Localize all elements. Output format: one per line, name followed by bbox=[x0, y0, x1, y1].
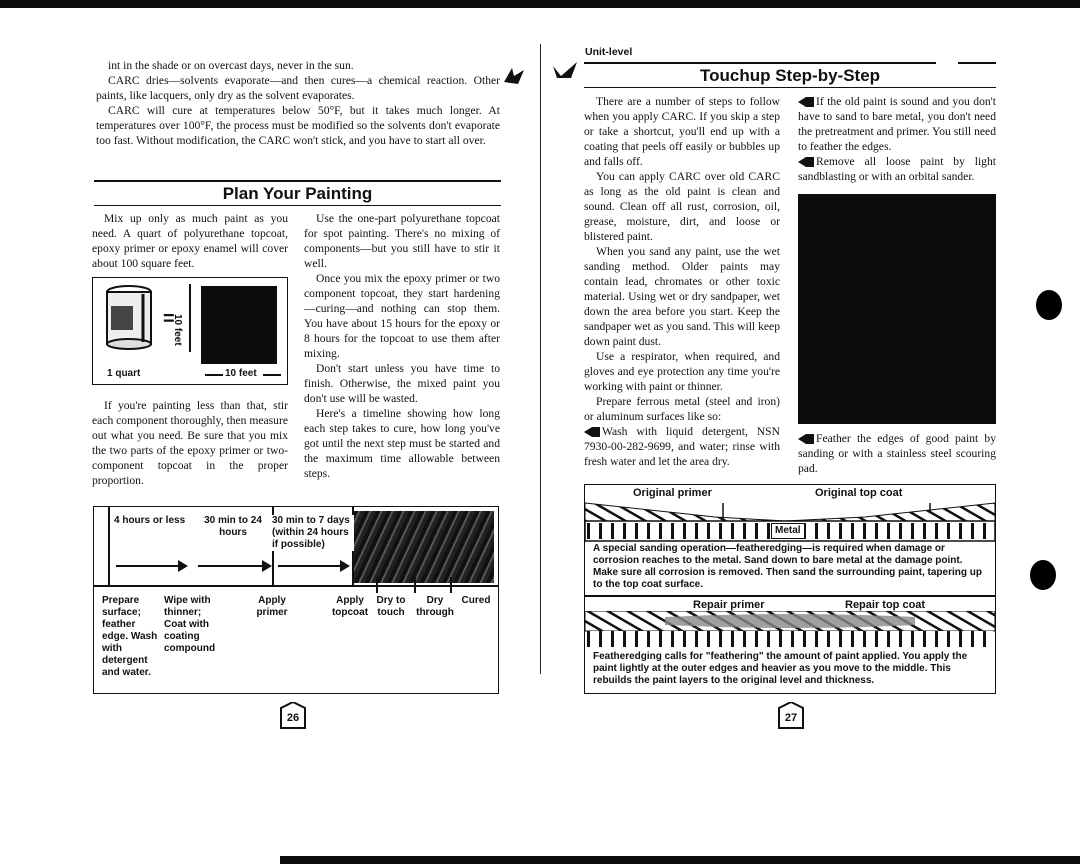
bullet-item bbox=[584, 424, 780, 469]
step-label: Apply primer bbox=[256, 595, 288, 618]
ten-foot-square bbox=[201, 286, 277, 364]
page-number: 27 bbox=[784, 712, 798, 724]
timeline-divider bbox=[108, 507, 110, 585]
equals-sign: = bbox=[163, 308, 175, 330]
bullet-text: If the old paint is sound and you don't have to sand to bare metal, you don't need the pretreatment and primer. You still need to feather the edges. bbox=[798, 95, 996, 153]
bullet-text: Remove all loose paint by light sandblasting or with an orbital sander. bbox=[798, 155, 996, 183]
can-label: 1 quart bbox=[107, 368, 141, 379]
arrowhead-icon bbox=[340, 560, 350, 572]
interval-label: 30 min to 7 days (within 24 hours if possible) bbox=[272, 515, 354, 551]
bird-doodle-icon bbox=[500, 60, 528, 90]
step-label: Dry to touch bbox=[376, 595, 406, 618]
paragraph: If you're painting less than that, stir each component thoroughly, then measure out what you need. Be sure that you mix the two parts of the epoxy primer or two-component topcoat in the proper proportion. bbox=[92, 399, 288, 487]
paragraph: Don't start unless you have time to finish. Otherwise, the mixed paint you don't use will be wasted. bbox=[304, 362, 500, 405]
timeline-arrow bbox=[198, 565, 264, 567]
bullet-item bbox=[798, 154, 996, 184]
paragraph: Use a respirator, when required, and gloves and eye protection any time you're working with paint or thinner. bbox=[584, 350, 780, 393]
tick bbox=[414, 577, 416, 593]
touchup-col1 bbox=[584, 94, 780, 469]
timeline-axis bbox=[94, 585, 498, 587]
paragraph: When you sand any paint, use the wet sanding method. Older paints may contain lead, chromates or other toxic material. Using wet or dry sandpaper, wet down the area before you start. Keep the sandpaper wet as you sand. This will keep down paint dust. bbox=[584, 245, 780, 348]
step-label: Prepare surface; feather edge. Wash with detergent and water. bbox=[102, 595, 158, 678]
touchup-col2-bullet bbox=[798, 431, 996, 476]
bullet-arrow-icon bbox=[798, 97, 806, 107]
bullet-arrow-icon bbox=[798, 157, 806, 167]
featheredging-diagram bbox=[584, 484, 996, 694]
page-number-badge bbox=[776, 702, 806, 732]
section-rule bbox=[958, 62, 996, 64]
section-title: Touchup Step-by-Step bbox=[699, 66, 881, 85]
section-rule bbox=[584, 62, 936, 64]
label-original-topcoat: Original top coat bbox=[815, 487, 903, 499]
arrowhead-icon bbox=[178, 560, 188, 572]
height-label: 10 feet bbox=[172, 314, 183, 346]
label-repair-primer: Repair primer bbox=[693, 599, 765, 611]
plan-col1-para bbox=[92, 398, 288, 488]
cure-period-shading bbox=[354, 511, 494, 583]
bullet-text: Wash with liquid detergent, NSN 7930-00-282-9699, and water; rinse with fresh water and let the area dry. bbox=[584, 425, 780, 468]
tick bbox=[376, 577, 378, 593]
diagram-divider bbox=[585, 595, 995, 597]
header-label: Unit-level bbox=[585, 46, 633, 58]
diagram-caption: Featheredging calls for "feathering" the amount of paint applied. You apply the paint lightly at the outer edges and heavier as you move to the middle. This rebuilds the paint layers to the original level and thickness. bbox=[593, 651, 968, 686]
binder-hole bbox=[1030, 560, 1056, 590]
paragraph: Once you mix the epoxy primer or two component topcoat, they start hardening—curing—and nothing can stop them. You have about 15 hours for the epoxy or 8 hours for the topcoat to use them after mixing. bbox=[304, 272, 500, 360]
width-arrow bbox=[263, 374, 281, 376]
page-gutter bbox=[540, 44, 541, 674]
bullet-item bbox=[798, 94, 996, 154]
paint-coverage-illustration bbox=[92, 277, 288, 385]
bird-doodle-icon bbox=[551, 58, 579, 82]
height-arrow bbox=[189, 284, 191, 352]
bullet-block-icon bbox=[806, 97, 814, 107]
interval-label: 30 min to 24 hours bbox=[204, 515, 262, 538]
intro-paragraph: int in the shade or on overcast days, never in the sun. bbox=[108, 59, 354, 72]
width-arrow bbox=[205, 374, 223, 376]
page-number-badge bbox=[278, 702, 308, 732]
step-label: Wipe with thinner; Coat with coating compound bbox=[164, 595, 216, 654]
timeline-arrow bbox=[116, 565, 180, 567]
bullet-block-icon bbox=[806, 434, 814, 444]
paragraph: Use the one-part polyurethane topcoat for spot painting. There's no mixing of components—but you still have to stir it well. bbox=[304, 212, 500, 270]
scan-top-edge bbox=[0, 0, 1080, 8]
paragraph: You can apply CARC over old CARC as long as the old paint is clean and sound. Clean off all rust, corrosion, oil, grease, moisture, dirt, and loose or blistered paint. bbox=[584, 170, 780, 243]
bullet-block-icon bbox=[806, 157, 814, 167]
section-title: Plan Your Painting bbox=[222, 184, 373, 203]
paragraph: There are a number of steps to follow when you apply CARC. If you skip a step or take a shortcut, you'll end up with a coating that peels off easily or bubbles up and falls off. bbox=[584, 95, 780, 168]
cure-timeline bbox=[93, 506, 499, 694]
paint-can-icon bbox=[103, 284, 155, 350]
diagram-caption: A special sanding operation—featheredging—is required when damage or corrosion reaches to the metal. Sand down to bare metal at the damage point. Make sure all corrosion is removed. Then sand the surrounding paint, tapering up to the top coat surface. bbox=[593, 543, 982, 590]
left-intro bbox=[96, 58, 500, 148]
tick bbox=[450, 577, 452, 593]
bullet-text: Feather the edges of good paint by sanding or with a stainless steel scouring pad. bbox=[798, 432, 996, 475]
step-label: Dry through bbox=[416, 595, 454, 618]
photo-placeholder bbox=[798, 194, 996, 424]
paragraph: Prepare ferrous metal (steel and iron) or aluminum surfaces like so: bbox=[584, 395, 780, 423]
intro-paragraph: CARC will cure at temperatures below 50°F, but it takes much longer. At temperatures over 100°F, the process must be modified so the solvents don't evaporate too fast. Without modification, the CARC won't stick, and you have to start all over. bbox=[96, 104, 500, 147]
bullet-arrow-icon bbox=[584, 427, 592, 437]
paragraph: Mix up only as much paint as you need. A quart of polyurethane topcoat, epoxy primer or epoxy enamel will cover about 100 square feet. bbox=[92, 212, 288, 270]
label-repair-topcoat: Repair top coat bbox=[845, 599, 926, 611]
label-metal: Metal bbox=[771, 523, 805, 539]
paragraph: Here's a timeline showing how long each step takes to cure, how long you've got until the next step must be started and the maximum time allowable between steps. bbox=[304, 407, 500, 480]
step-label: Cured bbox=[461, 595, 491, 606]
intro-paragraph: CARC dries—solvents evaporate—and then cures—a chemical reaction. Other paints, like lacquers, only dry as the solvent evaporates. bbox=[96, 74, 500, 102]
label-original-primer: Original primer bbox=[633, 487, 712, 499]
section-rule bbox=[584, 87, 996, 88]
bullet-block-icon bbox=[592, 427, 600, 437]
arrowhead-icon bbox=[262, 560, 272, 572]
metal-layer bbox=[587, 631, 993, 647]
plan-col2 bbox=[304, 211, 500, 481]
touchup-col2 bbox=[798, 94, 996, 184]
bullet-arrow-icon bbox=[798, 434, 806, 444]
binder-hole bbox=[1036, 290, 1062, 320]
interval-label: 4 hours or less bbox=[114, 515, 186, 526]
plan-col1-para bbox=[92, 211, 288, 271]
repair-layers-graphic bbox=[585, 611, 995, 633]
section-rule bbox=[94, 180, 501, 182]
page-number: 26 bbox=[286, 712, 300, 724]
step-label: Apply topcoat bbox=[331, 595, 369, 618]
scan-bottom-edge bbox=[280, 856, 1080, 864]
section-rule bbox=[94, 205, 501, 206]
width-label: 10 feet bbox=[225, 368, 257, 379]
timeline-arrow bbox=[278, 565, 342, 567]
